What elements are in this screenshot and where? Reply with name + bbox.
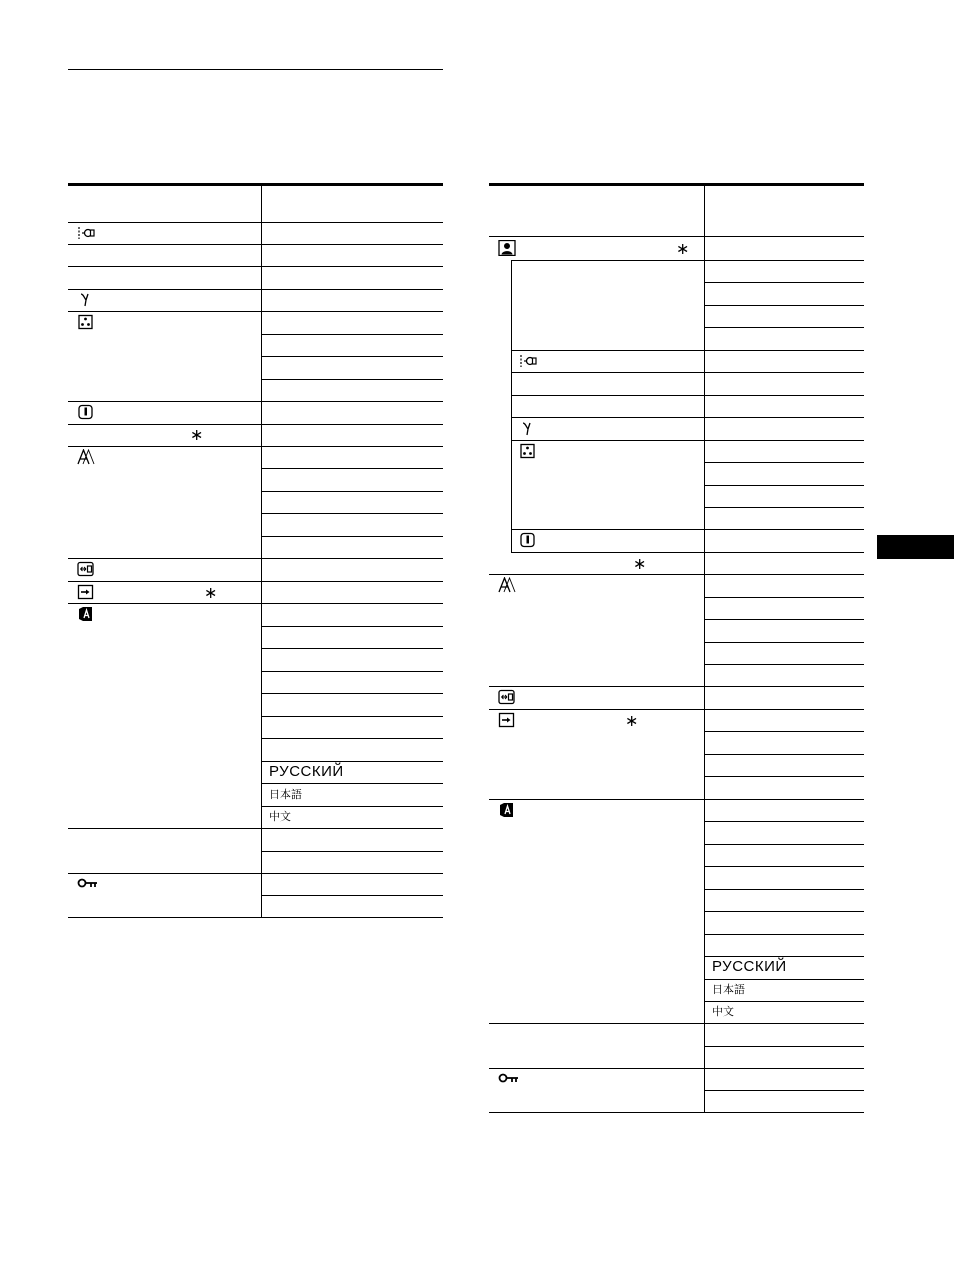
sharpness-icon [77,404,95,420]
key-lock-icon [498,1070,520,1086]
clear-text-icon [77,449,95,465]
language-icon [77,606,95,622]
gamma-icon [77,291,95,307]
language-option-japanese: 日本語 [712,983,745,996]
clear-text-icon [498,577,516,593]
language-option-russian: РУССКИЙ [269,763,344,780]
asterisk-marker: ∗ [633,554,647,573]
input-icon [77,584,95,600]
top-rule [68,69,443,70]
person-mode-icon [498,240,516,256]
language-option-chinese: 中文 [712,1005,734,1018]
language-option-japanese: 日本語 [269,788,302,801]
h-position-icon [77,561,95,577]
edge-index-tab [877,535,954,559]
h-position-icon [498,689,516,705]
asterisk-marker: ∗ [204,583,218,602]
sub-indent-divider [511,260,512,552]
language-option-russian: РУССКИЙ [712,958,787,975]
language-icon [498,802,516,818]
asterisk-marker: ∗ [190,425,204,444]
color-icon [77,314,95,330]
key-lock-icon [77,875,99,891]
contrast-icon [519,353,537,369]
color-icon [519,443,537,459]
asterisk-marker: ∗ [625,711,639,730]
language-option-chinese: 中文 [269,810,291,823]
sharpness-icon [519,532,537,548]
table-top-rule [489,183,864,186]
column-divider [261,185,262,918]
column-divider [704,185,705,1113]
input-icon [498,712,516,728]
contrast-icon [77,225,95,241]
table-top-rule [68,183,443,186]
gamma-icon [519,420,537,436]
asterisk-marker: ∗ [676,239,690,258]
